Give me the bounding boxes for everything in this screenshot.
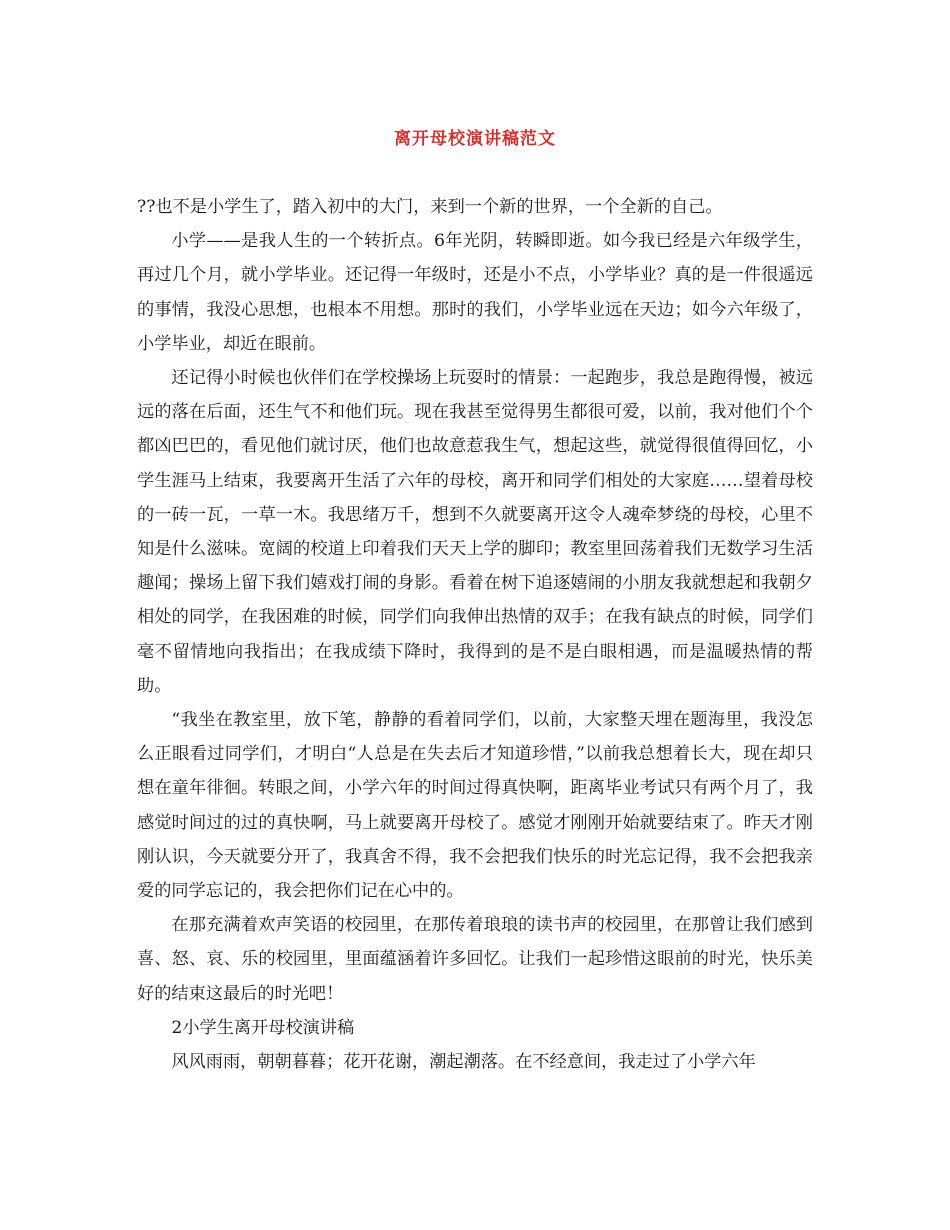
paragraph-5: 在那充满着欢声笑语的校园里，在那传着琅琅的读书声的校园里，在那曾让我们感到喜、怒、哀、乐的校园里，里面蕴涵着许多回忆。让我们一起珍惜这眼前的时光，快乐美好的结束这最后的时光吧！ [137,915,813,1004]
paragraph-6: 风风雨雨，朝朝暮暮；花开花谢，潮起潮落。在不经意间，我走过了小学六年 [171,1052,756,1073]
document-title: 离开母校演讲稿范文 [394,129,556,149]
paragraph-3: 还记得小时候也伙伴们在学校操场上玩耍时的情景：一起跑步，我总是跑得慢，被远远的落在后面，还生气不和他们玩。现在我甚至觉得男生都很可爱，以前，我对他们个个都凶巴巴的，看见他们就讨厌，他们也故意惹我生气，想起这些，就觉得很值得回忆，小学生涯马上结束，我要离开生活了六年的母校，离开和同学们相处的大家庭……望着母校的一砖一瓦，一草一木。我思绪万千，想到不久就要离开这令人魂牵梦绕的母校，心里不知是什么滋味。宽阔的校道上印着我们天天上学的脚印；教室里回荡着我们无数学习生活趣闻；操场上留下我们嬉戏打闹的身影。看着在树下追逐嬉闹的小朋友我就想起和我朝夕相处的同学，在我困难的时候，同学们向我伸出热情的双手；在我有缺点的时候，同学们毫不留情地向我指出；在我成绩下降时，我得到的是不是白眼相遇，而是温暖热情的帮助。 [137,368,813,696]
section-heading-2: 2小学生离开母校演讲稿 [171,1017,355,1038]
paragraph-4: “我坐在教室里，放下笔，静静的看着同学们，以前，大家整天埋在题海里，我没怎么正眼看过同学们，才明白“人总是在失去后才知道珍惜，”以前我总想着长大，现在却只想在童年徘徊。转眼之间，小学六年的时间过得真快啊，距离毕业考试只有两个月了，我感觉时间过的过的真快啊，马上就要离开母校了。感觉才刚刚开始就要结束了。昨天才刚刚认识，今天就要分开了，我真舍不得，我不会把我们快乐的时光忘记得，我不会把我亲爱的同学忘记的，我会把你们记在心中的。 [137,710,813,902]
paragraph-1: ??也不是小学生了，踏入初中的大门，来到一个新的世界，一个全新的自己。 [137,197,723,217]
document-body [137,190,813,1079]
paragraph-2: 小学——是我人生的一个转折点。6年光阴，转瞬即逝。如今我已经是六年级学生，再过几个月，就小学毕业。还记得一年级时，还是小不点，小学毕业？真的是一件很遥远的事情，我没心思想，也根本不用想。那时的我们，小学毕业远在天边；如今六年级了，小学毕业，却近在眼前。 [137,231,813,354]
